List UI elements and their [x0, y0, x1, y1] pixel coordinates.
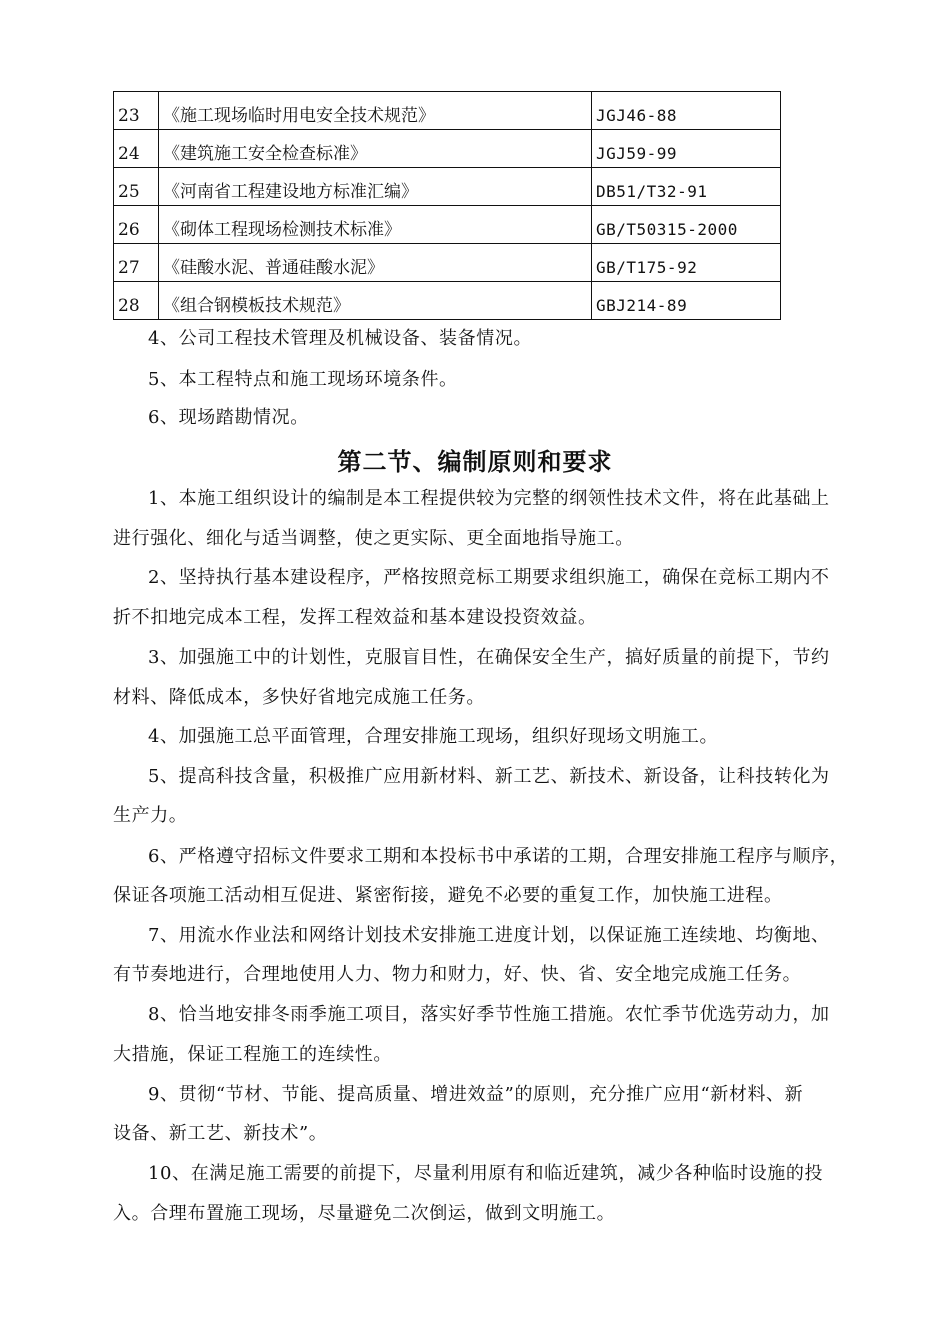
paragraph-line: 10、在满足施工需要的前提下，尽量利用原有和临近建筑，减少各种临时设施的投	[148, 1163, 824, 1184]
row-number: 28	[114, 282, 159, 320]
paragraph-line: 生产力。	[113, 805, 188, 826]
row-number: 24	[114, 130, 159, 168]
paragraph-line: 有节奏地进行，合理地使用人力、物力和财力，好、快、省、安全地完成施工任务。	[113, 964, 802, 985]
paragraph-line: 3、加强施工中的计划性，克服盲目性，在确保安全生产，搞好质量的前提下，节约	[148, 647, 830, 668]
paragraph-line: 设备、新工艺、新技术”。	[113, 1123, 328, 1144]
paragraph-line: 进行强化、细化与适当调整，使之更实际、更全面地指导施工。	[113, 528, 634, 549]
standards-table	[113, 91, 781, 320]
basis-item: 4、公司工程技术管理及机械设备、装备情况。	[148, 328, 533, 349]
table-row	[114, 92, 781, 130]
table-row	[114, 244, 781, 282]
paragraph-line: 大措施，保证工程施工的连续性。	[113, 1044, 392, 1065]
standard-name: 《硅酸水泥、普通硅酸水泥》	[159, 244, 592, 282]
standard-name: 《河南省工程建设地方标准汇编》	[159, 168, 592, 206]
paragraph-line: 2、坚持执行基本建设程序，严格按照竞标工期要求组织施工，确保在竞标工期内不	[148, 567, 830, 588]
standard-code: GB/T50315-2000	[592, 206, 781, 244]
paragraph-line: 9、贯彻“节材、节能、提高质量、增进效益”的原则，充分推广应用“新材料、新	[148, 1084, 804, 1105]
paragraph-line: 6、严格遵守招标文件要求工期和本投标书中承诺的工期，合理安排施工程序与顺序，	[148, 846, 849, 867]
table-row	[114, 168, 781, 206]
standard-code: JGJ59-99	[592, 130, 781, 168]
basis-item: 5、本工程特点和施工现场环境条件。	[148, 369, 458, 390]
paragraph-line: 材料、降低成本，多快好省地完成施工任务。	[113, 687, 485, 708]
table-row	[114, 206, 781, 244]
standard-name: 《施工现场临时用电安全技术规范》	[159, 92, 592, 130]
basis-item: 6、现场踏勘情况。	[148, 407, 309, 428]
paragraph-line: 8、恰当地安排冬雨季施工项目，落实好季节性施工措施。农忙季节优选劳动力，加	[148, 1004, 830, 1025]
standard-name: 《砌体工程现场检测技术标准》	[159, 206, 592, 244]
row-number: 27	[114, 244, 159, 282]
paragraph-line: 7、用流水作业法和网络计划技术安排施工进度计划，以保证施工连续地、均衡地、	[148, 925, 830, 946]
paragraph-line: 入。合理布置施工现场，尽量避免二次倒运，做到文明施工。	[113, 1203, 616, 1224]
standard-code: GB/T175-92	[592, 244, 781, 282]
standard-name: 《组合钢模板技术规范》	[159, 282, 592, 320]
standard-code: DB51/T32-91	[592, 168, 781, 206]
standard-name: 《建筑施工安全检查标准》	[159, 130, 592, 168]
standard-code: JGJ46-88	[592, 92, 781, 130]
paragraph-line: 5、提高科技含量，积极推广应用新材料、新工艺、新技术、新设备，让科技转化为	[148, 766, 830, 787]
section-title: 第二节、编制原则和要求	[337, 448, 613, 476]
paragraph-line: 1、本施工组织设计的编制是本工程提供较为完整的纲领性技术文件，将在此基础上	[148, 488, 830, 509]
row-number: 23	[114, 92, 159, 130]
table-row	[114, 282, 781, 320]
paragraph-line: 保证各项施工活动相互促进、紧密衔接，避免不必要的重复工作，加快施工进程。	[113, 885, 783, 906]
paragraph-line: 4、加强施工总平面管理，合理安排施工现场，组织好现场文明施工。	[148, 726, 719, 747]
standard-code: GBJ214-89	[592, 282, 781, 320]
table-row	[114, 130, 781, 168]
paragraph-line: 折不扣地完成本工程，发挥工程效益和基本建设投资效益。	[113, 607, 597, 628]
row-number: 26	[114, 206, 159, 244]
row-number: 25	[114, 168, 159, 206]
